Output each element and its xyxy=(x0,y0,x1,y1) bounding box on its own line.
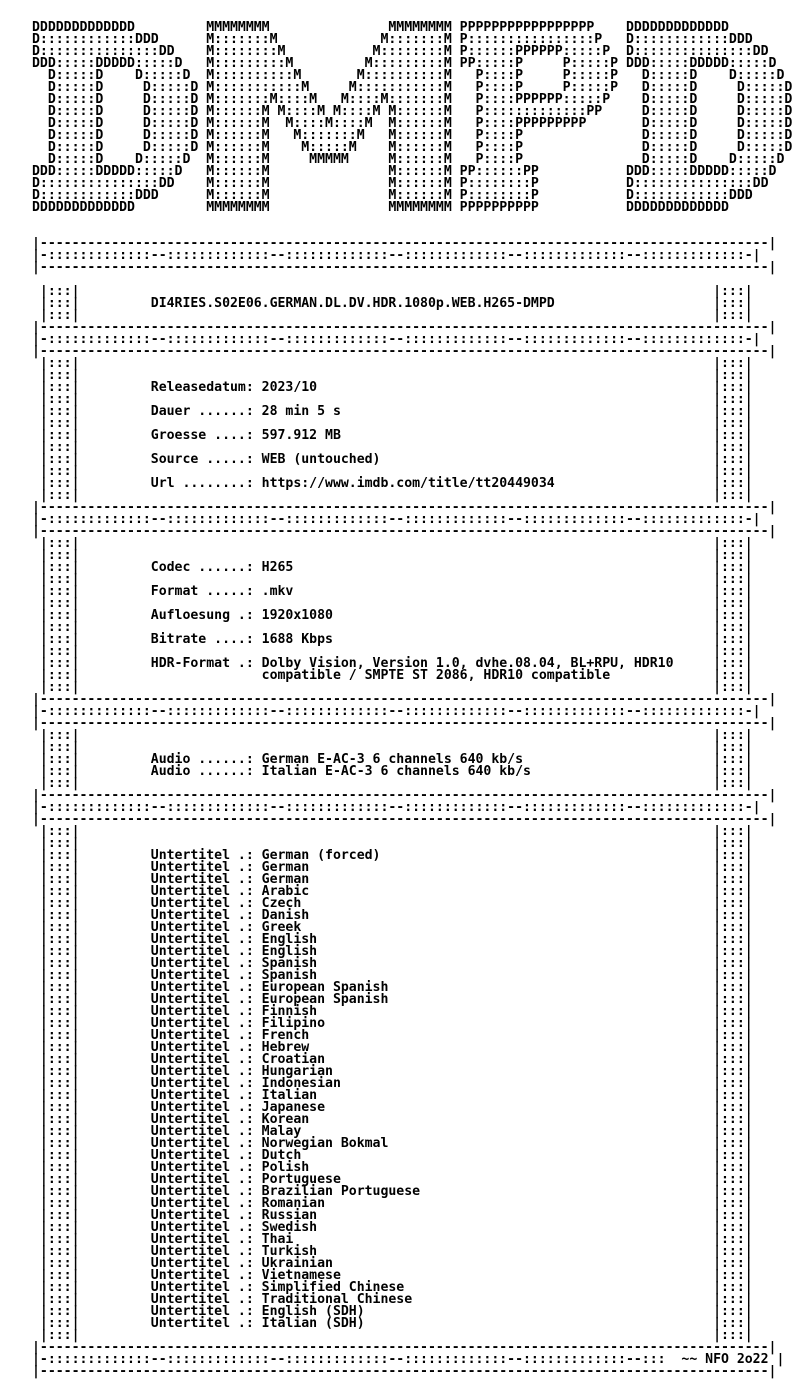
nfo-line: D:::::D D:::::D M::::::M M::::M M::::M M::::::M P:::::::::::::PP D:::::D D:::::D xyxy=(32,104,793,119)
nfo-line: |:::| Untertitel .: French |:::| xyxy=(32,1028,753,1043)
nfo-line: |:::| Untertitel .: Malay |:::| xyxy=(32,1124,753,1139)
nfo-line: D:::::::::::::::DD M::::::::M M::::::::M P::::::PPPPPP:::::P D:::::::::::::::DD xyxy=(32,44,769,59)
nfo-line: |--------------------------------------------------------------------------------------------| xyxy=(32,320,777,335)
nfo-line: |:::| |:::| xyxy=(32,680,753,695)
nfo-line: |:::| Url ........: https://www.imdb.com/title/tt20449034 |:::| xyxy=(32,476,753,491)
nfo-line: |:::| Bitrate ....: 1688 Kbps |:::| xyxy=(32,632,753,647)
nfo-line: |:::| HDR-Format .: Dolby Vision, Version 1.0, dvhe.08.04, BL+RPU, HDR10 |:::| xyxy=(32,656,753,671)
nfo-line: |:::| Untertitel .: Spanish |:::| xyxy=(32,968,753,983)
nfo-line: |:::| Untertitel .: Traditional Chinese |:::| xyxy=(32,1292,753,1307)
nfo-line: |:::| Untertitel .: Norwegian Bokmal |:::| xyxy=(32,1136,753,1151)
nfo-line: |:::| |:::| xyxy=(32,1328,753,1343)
nfo-line: |-:::::::::::::--:::::::::::::--:::::::::::::--:::::::::::::--:::::::::::::--:::::::::::::-| xyxy=(32,800,761,815)
nfo-line: |--------------------------------------------------------------------------------------------| xyxy=(32,500,777,515)
nfo-line: |:::| Untertitel .: Polish |:::| xyxy=(32,1160,753,1175)
nfo-line: |:::| Untertitel .: English (SDH) |:::| xyxy=(32,1304,753,1319)
nfo-line: |:::| Groesse ....: 597.912 MB |:::| xyxy=(32,428,753,443)
nfo-line: D:::::D D:::::D M::::::M M::::M::::M M::::::M P::::PPPPPPPPP D:::::D D:::::D xyxy=(32,116,793,131)
nfo-line: |:::| Untertitel .: English |:::| xyxy=(32,932,753,947)
nfo-line: DDDDDDDDDDDDD MMMMMMMM MMMMMMMM PPPPPPPPPP DDDDDDDDDDDDD xyxy=(32,200,729,215)
nfo-line: |:::| Untertitel .: Thai |:::| xyxy=(32,1232,753,1247)
nfo-line: |:::| Untertitel .: Italian |:::| xyxy=(32,1088,753,1103)
nfo-line: |:::| Untertitel .: Swedish |:::| xyxy=(32,1220,753,1235)
nfo-line: |--------------------------------------------------------------------------------------------| xyxy=(32,524,777,539)
nfo-line: D:::::D D:::::D M:::::::M::::M M::::M:::::::M P::::PPPPPP:::::P D:::::D D:::::D xyxy=(32,92,793,107)
nfo-line: D:::::D D:::::D M:::::::::::M M:::::::::::M P::::P P:::::P D:::::D D:::::D xyxy=(32,80,793,95)
nfo-line: |:::| Untertitel .: European Spanish |:::| xyxy=(32,992,753,1007)
nfo-line: |:::| |:::| xyxy=(32,356,753,371)
nfo-line: |:::| DI4RIES.S02E06.GERMAN.DL.DV.HDR.1080p.WEB.H265-DMPD |:::| xyxy=(32,296,753,311)
nfo-line: |:::| |:::| xyxy=(32,620,753,635)
nfo-line: D:::::D D:::::D M::::::::::M M::::::::::M P::::P P:::::P D:::::D D:::::D xyxy=(32,68,785,83)
nfo-line: |:::| Untertitel .: Japanese |:::| xyxy=(32,1100,753,1115)
nfo-line: |:::| Untertitel .: German |:::| xyxy=(32,872,753,887)
nfo-line: |:::| Untertitel .: Brazilian Portuguese |:::| xyxy=(32,1184,753,1199)
nfo-line: DDD:::::DDDDD:::::D M::::::M M::::::M PP::::::PP DDD:::::DDDDD:::::D xyxy=(32,164,777,179)
nfo-line: |:::| |:::| xyxy=(32,440,753,455)
nfo-document-text xyxy=(32,22,792,1378)
nfo-line: |--------------------------------------------------------------------------------------------| xyxy=(32,812,777,827)
nfo-line: |--------------------------------------------------------------------------------------------| xyxy=(32,788,777,803)
nfo-line: |:::| Untertitel .: Spanish |:::| xyxy=(32,956,753,971)
nfo-line: |:::| Untertitel .: Filipino |:::| xyxy=(32,1016,753,1031)
nfo-line: |:::| Untertitel .: Korean |:::| xyxy=(32,1112,753,1127)
nfo-line: |:::| Source .....: WEB (untouched) |:::| xyxy=(32,452,753,467)
nfo-line: |:::| |:::| xyxy=(32,740,753,755)
nfo-line: |:::| Untertitel .: German |:::| xyxy=(32,860,753,875)
nfo-line: |--------------------------------------------------------------------------------------------| xyxy=(32,1340,777,1355)
nfo-line: |:::| |:::| xyxy=(32,488,753,503)
nfo-line: |:::| |:::| xyxy=(32,548,753,563)
nfo-line: |:::| |:::| xyxy=(32,728,753,743)
nfo-line: |:::| Untertitel .: Ukrainian |:::| xyxy=(32,1256,753,1271)
nfo-line: |--------------------------------------------------------------------------------------------| xyxy=(32,344,777,359)
nfo-line: |:::| |:::| xyxy=(32,416,753,431)
nfo-line: D:::::::::::::::DD M::::::M M::::::M P::::::::P D:::::::::::::::DD xyxy=(32,176,769,191)
nfo-line: |:::| |:::| xyxy=(32,596,753,611)
nfo-line: |:::| Format .....: .mkv |:::| xyxy=(32,584,753,599)
nfo-line: |:::| |:::| xyxy=(32,776,753,791)
nfo-line: D:::::D D:::::D M::::::M MMMMM M::::::M P::::P D:::::D D:::::D xyxy=(32,152,785,167)
nfo-line: |:::| Untertitel .: Arabic |:::| xyxy=(32,884,753,899)
nfo-line: |:::| Untertitel .: Danish |:::| xyxy=(32,908,753,923)
nfo-line: |:::| |:::| xyxy=(32,824,753,839)
nfo-line: |:::| Releasedatum: 2023/10 |:::| xyxy=(32,380,753,395)
nfo-line: |:::| |:::| xyxy=(32,572,753,587)
nfo-line: |:::| |:::| xyxy=(32,464,753,479)
nfo-line: D:::::D D:::::D M::::::M M:::::::M M::::::M P::::P D:::::D D:::::D xyxy=(32,128,793,143)
nfo-line: |:::| Untertitel .: Czech |:::| xyxy=(32,896,753,911)
nfo-line: |:::| Codec ......: H265 |:::| xyxy=(32,560,753,575)
nfo-line: D::::::::::::DDD M:::::::M M:::::::M P::::::::::::::::P D::::::::::::DDD xyxy=(32,32,753,47)
nfo-line: |:::| Untertitel .: Hungarian |:::| xyxy=(32,1064,753,1079)
nfo-line: |--------------------------------------------------------------------------------------------| xyxy=(32,716,777,731)
nfo-line: |:::| |:::| xyxy=(32,644,753,659)
nfo-line: |:::| Dauer ......: 28 min 5 s |:::| xyxy=(32,404,753,419)
nfo-line: |:::| Untertitel .: Russian |:::| xyxy=(32,1208,753,1223)
nfo-line: |:::| |:::| xyxy=(32,368,753,383)
nfo-line: |:::| Untertitel .: Turkish |:::| xyxy=(32,1244,753,1259)
nfo-line: |:::| Audio ......: Italian E-AC-3 6 channels 640 kb/s |:::| xyxy=(32,764,753,779)
nfo-line: |:::| Untertitel .: Hebrew |:::| xyxy=(32,1040,753,1055)
nfo-line: D::::::::::::DDD M::::::M M::::::M P::::::::P D::::::::::::DDD xyxy=(32,188,753,203)
nfo-line: |--------------------------------------------------------------------------------------------| xyxy=(32,236,777,251)
nfo-line: |:::| Untertitel .: Italian (SDH) |:::| xyxy=(32,1316,753,1331)
nfo-line: |--------------------------------------------------------------------------------------------| xyxy=(32,1364,777,1379)
nfo-line: |-:::::::::::::--:::::::::::::--:::::::::::::--:::::::::::::--:::::::::::::--:::::::::::::-| xyxy=(32,704,761,719)
nfo-line: |:::| Untertitel .: Vietnamese |:::| xyxy=(32,1268,753,1283)
nfo-line: D:::::D D:::::D M::::::M M:::::M M::::::M P::::P D:::::D D:::::D xyxy=(32,140,793,155)
nfo-line: |:::| Untertitel .: German (forced) |:::| xyxy=(32,848,753,863)
nfo-line: |-:::::::::::::--:::::::::::::--:::::::::::::--:::::::::::::--:::::::::::::--:::::::::::::-| xyxy=(32,332,761,347)
nfo-line: |-:::::::::::::--:::::::::::::--:::::::::::::--:::::::::::::--:::::::::::::--:::::::::::::-| xyxy=(32,512,761,527)
nfo-line: |:::| Untertitel .: Portuguese |:::| xyxy=(32,1172,753,1187)
nfo-line: |:::| |:::| xyxy=(32,536,753,551)
nfo-line: |:::| Untertitel .: Romanian |:::| xyxy=(32,1196,753,1211)
nfo-line: |:::| |:::| xyxy=(32,284,753,299)
nfo-line: DDDDDDDDDDDDD MMMMMMMM MMMMMMMM PPPPPPPPPPPPPPPPP DDDDDDDDDDDDD xyxy=(32,20,729,35)
nfo-line: |-:::::::::::::--:::::::::::::--:::::::::::::--:::::::::::::--:::::::::::::--::: ~~ NFO 2o22 | xyxy=(32,1352,785,1367)
nfo-line: |:::| |:::| xyxy=(32,308,753,323)
nfo-line: |:::| |:::| xyxy=(32,392,753,407)
nfo-line: |:::| Untertitel .: English |:::| xyxy=(32,944,753,959)
nfo-line: |-:::::::::::::--:::::::::::::--:::::::::::::--:::::::::::::--:::::::::::::--:::::::::::::-| xyxy=(32,248,761,263)
nfo-line: |:::| Audio ......: German E-AC-3 6 channels 640 kb/s |:::| xyxy=(32,752,753,767)
nfo-line: |:::| |:::| xyxy=(32,836,753,851)
nfo-line: |--------------------------------------------------------------------------------------------| xyxy=(32,260,777,275)
nfo-line: |:::| Untertitel .: Dutch |:::| xyxy=(32,1148,753,1163)
nfo-line: |:::| Untertitel .: Indonesian |:::| xyxy=(32,1076,753,1091)
nfo-line: |:::| compatible / SMPTE ST 2086, HDR10 compatible |:::| xyxy=(32,668,753,683)
nfo-line: |:::| Untertitel .: Simplified Chinese |:::| xyxy=(32,1280,753,1295)
nfo-line: |:::| Untertitel .: European Spanish |:::| xyxy=(32,980,753,995)
nfo-line: |--------------------------------------------------------------------------------------------| xyxy=(32,692,777,707)
nfo-line: DDD:::::DDDDD:::::D M:::::::::M M:::::::::M PP:::::P P:::::P DDD:::::DDDDD:::::D xyxy=(32,56,777,71)
nfo-line: |:::| Aufloesung .: 1920x1080 |:::| xyxy=(32,608,753,623)
nfo-line: |:::| Untertitel .: Croatian |:::| xyxy=(32,1052,753,1067)
nfo-line: |:::| Untertitel .: Greek |:::| xyxy=(32,920,753,935)
nfo-line: |:::| Untertitel .: Finnish |:::| xyxy=(32,1004,753,1019)
